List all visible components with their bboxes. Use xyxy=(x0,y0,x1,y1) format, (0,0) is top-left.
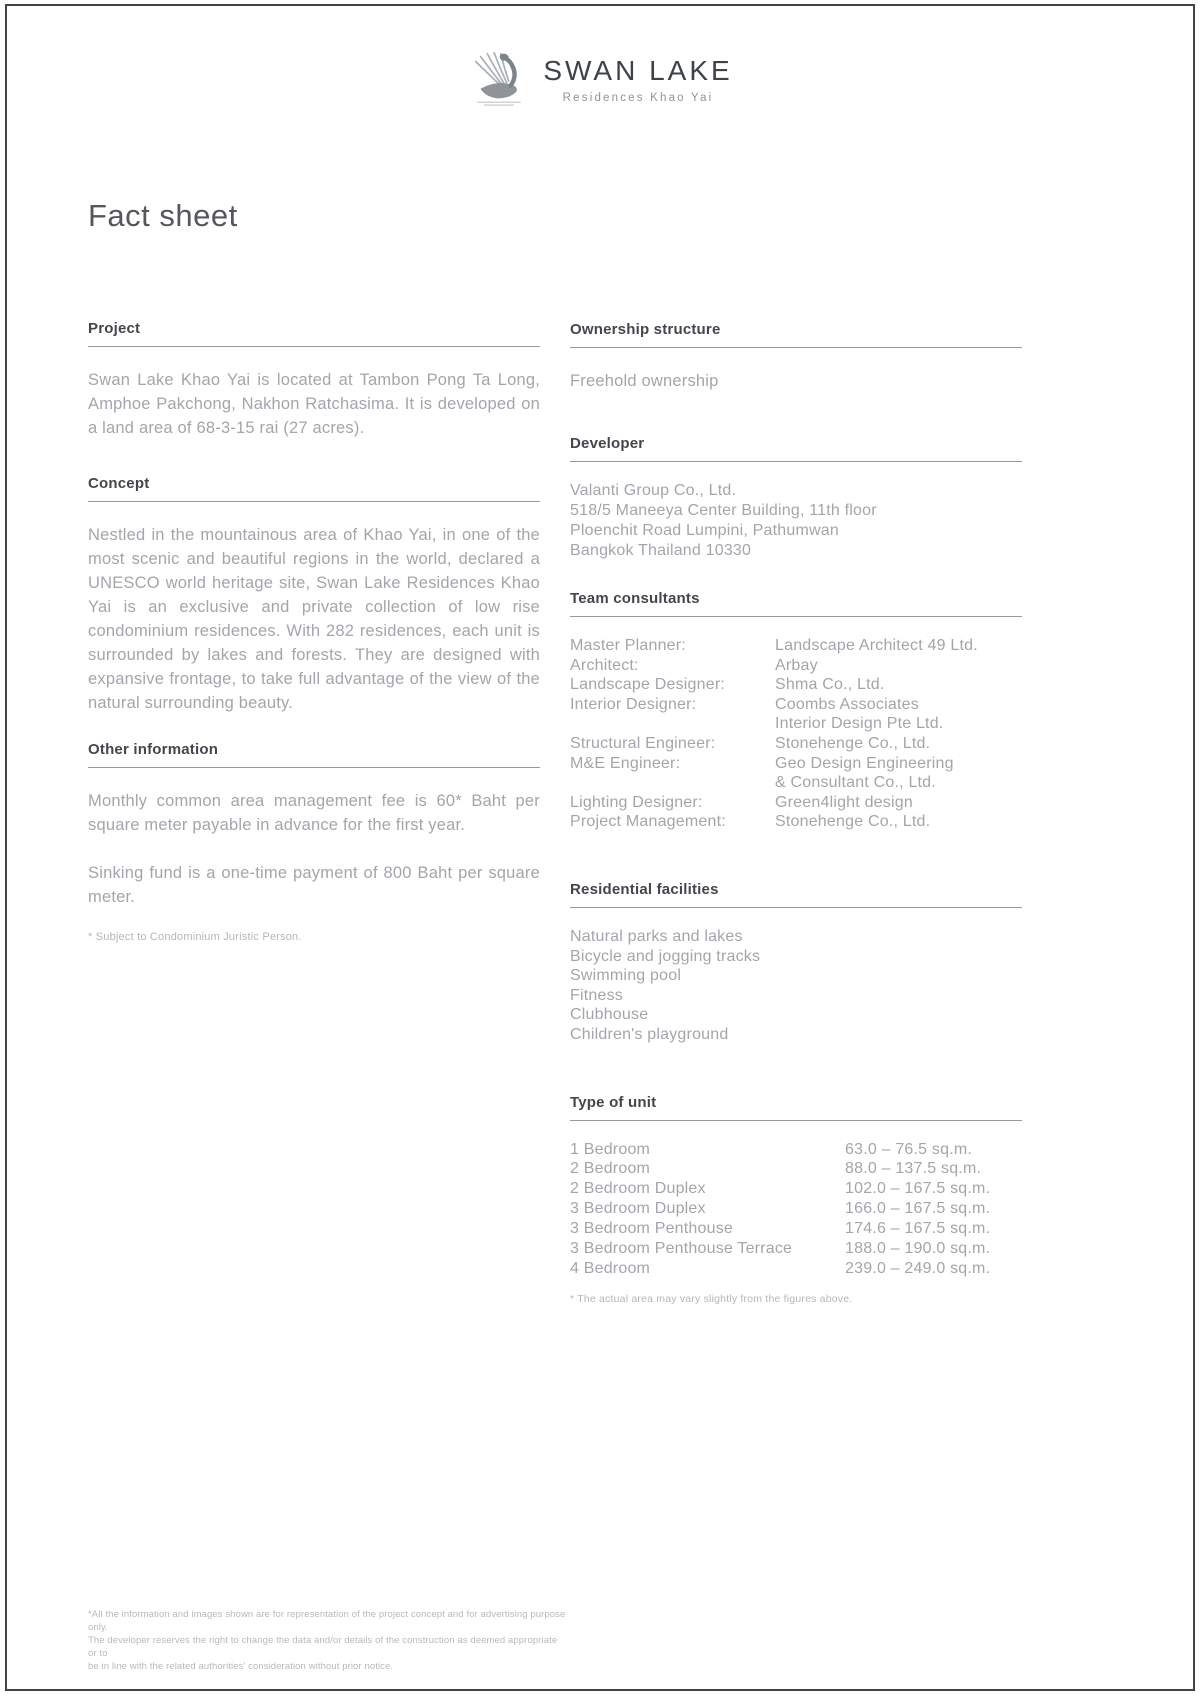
section-residential-facilities xyxy=(570,881,1022,1045)
facility-item: Swimming pool xyxy=(570,967,682,985)
unit-type: 3 Bedroom Duplex xyxy=(570,1200,706,1218)
disclaimer-line: The developer reserves the right to change the data and/or details of the construction as deemed appropriate or to xyxy=(88,1635,558,1659)
other-information-footnote: * Subject to Condominium Juristic Person. xyxy=(88,931,302,943)
team-consultants-list xyxy=(570,636,1022,832)
facilities-list xyxy=(570,927,1022,1045)
consultant-row xyxy=(570,754,1022,774)
unit-area: 166.0 – 167.5 sq.m. xyxy=(845,1200,991,1218)
section-project xyxy=(88,320,540,440)
unit-area: 63.0 – 76.5 sq.m. xyxy=(845,1140,973,1158)
unit-type: 4 Bedroom xyxy=(570,1259,651,1277)
unit-row xyxy=(570,1179,1022,1199)
other-information-paragraph-2: Sinking fund is a one-time payment of 800 Baht per square meter. xyxy=(88,864,540,906)
logo-title: SWAN LAKE xyxy=(543,55,733,86)
unit-type: 3 Bedroom Penthouse Terrace xyxy=(570,1240,793,1258)
concept-body: Nestled in the mountainous area of Khao Yai, in one of the most scenic and beautiful regions in the world, declared a UNESCO world heritage site, Swan Lake Residences Khao Yai is an exclusive and private collection of low rise condominium residences. With 282 residences, each unit is surrounded by lakes and forests. They are designed with expansive frontage, to take full advantage of the view of the natural surrounding beauty. xyxy=(88,526,540,712)
logo-subtitle: Residences Khao Yai xyxy=(562,92,714,104)
consultant-value: Arbay xyxy=(775,656,818,674)
brand-logo xyxy=(0,46,1200,113)
consultant-row xyxy=(570,812,1022,832)
facility-item: Clubhouse xyxy=(570,1006,649,1024)
ownership-body: Freehold ownership xyxy=(570,372,719,390)
consultant-value: Geo Design Engineering xyxy=(775,754,954,772)
section-type-of-unit xyxy=(570,1094,1022,1305)
consultant-label: Interior Designer: xyxy=(570,695,697,713)
left-column xyxy=(88,320,540,943)
unit-type: 3 Bedroom Penthouse xyxy=(570,1220,734,1238)
unit-list xyxy=(570,1140,1022,1279)
residential-facilities-heading: Residential facilities xyxy=(570,881,1022,908)
developer-line: Valanti Group Co., Ltd. xyxy=(570,482,737,499)
consultant-row xyxy=(570,734,1022,754)
consultant-label xyxy=(570,714,775,734)
consultant-label: M&E Engineer: xyxy=(570,754,681,772)
unit-area: 88.0 – 137.5 sq.m. xyxy=(845,1160,982,1178)
consultant-value: Shma Co., Ltd. xyxy=(775,676,885,694)
facility-item: Fitness xyxy=(570,986,623,1004)
right-column xyxy=(570,321,1022,1305)
developer-line: 518/5 Maneeya Center Building, 11th floor xyxy=(570,502,877,519)
consultant-label: Structural Engineer: xyxy=(570,734,716,752)
facility-item: Children's playground xyxy=(570,1025,729,1043)
page-title: Fact sheet xyxy=(88,198,238,233)
type-of-unit-heading: Type of unit xyxy=(570,1094,1022,1121)
section-ownership xyxy=(570,321,1022,393)
section-team-consultants xyxy=(570,590,1022,832)
project-body: Swan Lake Khao Yai is located at Tambon Pong Ta Long, Amphoe Pakchong, Nakhon Ratchasima. It is developed on a land area of 68-3-15 rai (27 acres). xyxy=(88,371,540,437)
unit-row xyxy=(570,1199,1022,1219)
facility-item: Natural parks and lakes xyxy=(570,927,743,945)
facility-item: Bicycle and jogging tracks xyxy=(570,947,761,965)
consultant-row xyxy=(570,773,1022,793)
unit-area: 188.0 – 190.0 sq.m. xyxy=(845,1240,991,1258)
consultant-value: Green4light design xyxy=(775,793,913,811)
unit-type: 1 Bedroom xyxy=(570,1140,651,1158)
consultant-label: Lighting Designer: xyxy=(570,793,703,811)
swan-icon xyxy=(467,46,531,113)
consultant-row xyxy=(570,793,1022,813)
consultant-row xyxy=(570,695,1022,715)
unit-row xyxy=(570,1239,1022,1259)
developer-line: Bangkok Thailand 10330 xyxy=(570,542,752,559)
developer-address xyxy=(570,481,1022,561)
consultant-label: Landscape Designer: xyxy=(570,676,726,694)
unit-area: 174.6 – 167.5 sq.m. xyxy=(845,1220,991,1238)
consultant-label xyxy=(570,773,775,793)
consultant-value: Stonehenge Co., Ltd. xyxy=(775,734,931,752)
unit-row xyxy=(570,1259,1022,1279)
unit-row xyxy=(570,1159,1022,1179)
other-information-paragraph-1: Monthly common area management fee is 60* Baht per square meter payable in advance for the first year. xyxy=(88,792,540,834)
project-heading: Project xyxy=(88,320,540,347)
footer-disclaimer xyxy=(88,1608,568,1673)
consultant-row xyxy=(570,714,1022,734)
disclaimer-line: be in line with the related authorities' consideration without prior notice. xyxy=(88,1661,394,1672)
consultant-label: Master Planner: xyxy=(570,637,686,654)
consultant-row xyxy=(570,656,1022,676)
disclaimer-line: *All the information and images shown are for representation of the project concept and for advertising purpose only. xyxy=(88,1609,566,1633)
other-information-heading: Other information xyxy=(88,741,540,768)
consultant-value: Interior Design Pte Ltd. xyxy=(775,715,944,733)
consultant-label: Project Management: xyxy=(570,813,726,831)
type-of-unit-footnote: * The actual area may vary slightly from the figures above. xyxy=(570,1292,853,1305)
consultant-value: & Consultant Co., Ltd. xyxy=(775,774,936,792)
developer-heading: Developer xyxy=(570,435,1022,462)
unit-type: 2 Bedroom Duplex xyxy=(570,1180,706,1198)
unit-type: 2 Bedroom xyxy=(570,1160,651,1178)
unit-row xyxy=(570,1140,1022,1160)
developer-line: Ploenchit Road Lumpini, Pathumwan xyxy=(570,522,839,539)
section-other-information xyxy=(88,741,540,943)
unit-area: 239.0 – 249.0 sq.m. xyxy=(845,1259,991,1277)
unit-row xyxy=(570,1219,1022,1239)
ownership-heading: Ownership structure xyxy=(570,321,1022,348)
concept-heading: Concept xyxy=(88,475,540,502)
team-consultants-heading: Team consultants xyxy=(570,590,1022,617)
section-concept xyxy=(88,475,540,715)
consultant-row xyxy=(570,675,1022,695)
consultant-value: Coombs Associates xyxy=(775,695,919,713)
unit-area: 102.0 – 167.5 sq.m. xyxy=(845,1180,991,1198)
consultant-row xyxy=(570,636,1022,656)
section-developer xyxy=(570,435,1022,561)
consultant-value: Stonehenge Co., Ltd. xyxy=(775,813,931,831)
consultant-label: Architect: xyxy=(570,656,639,674)
consultant-value: Landscape Architect 49 Ltd. xyxy=(775,637,978,654)
